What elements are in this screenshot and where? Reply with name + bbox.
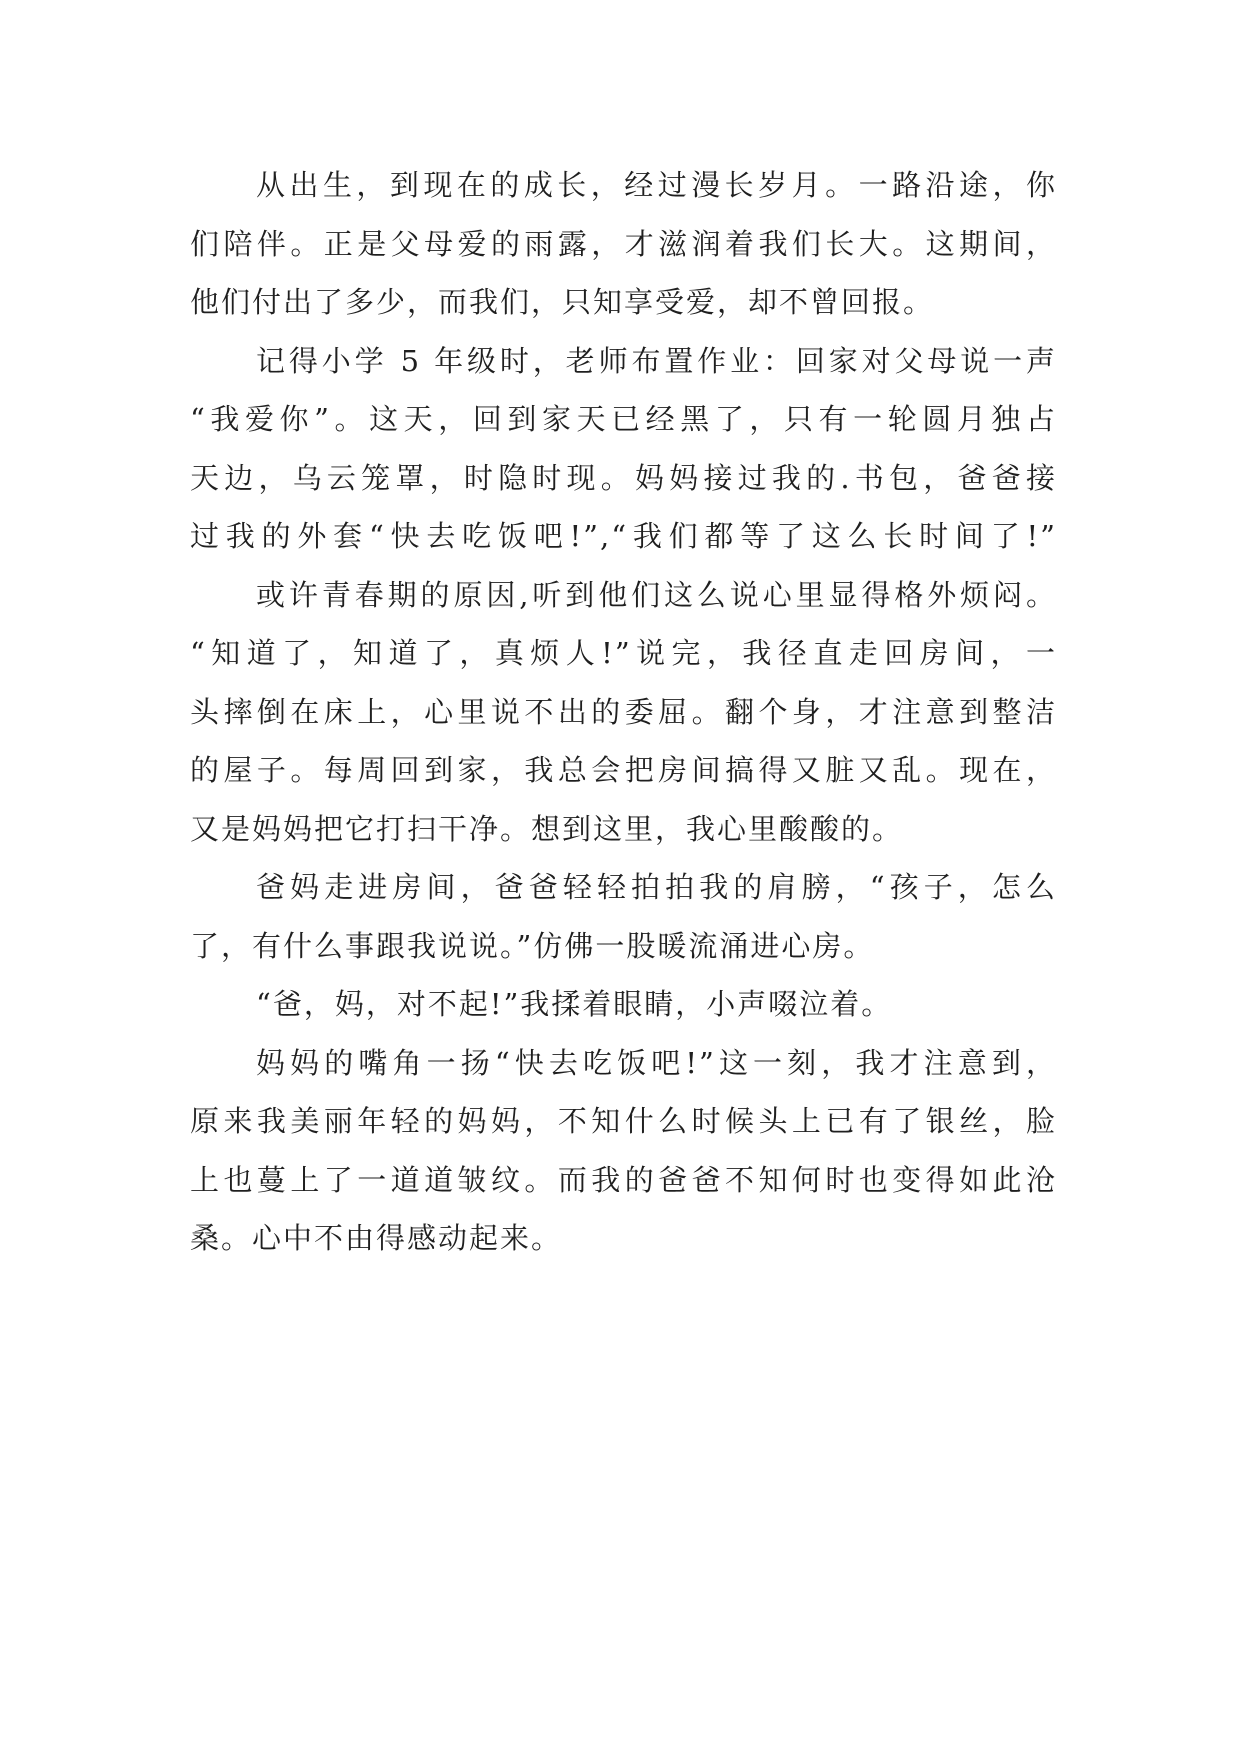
text-line: 天边，乌云笼罩，时隐时现。妈妈接过我的.书包，爸爸接 — [190, 460, 1057, 495]
paragraph — [190, 332, 1057, 566]
text-line: 爸妈走进房间，爸爸轻轻拍拍我的肩膀，“孩子，怎么 — [256, 870, 1057, 904]
text-line: 又是妈妈把它打扫干净。想到这里，我心里酸酸的。 — [190, 811, 904, 846]
text-line: 从出生，到现在的成长，经过漫长岁月。一路沿途，你 — [256, 168, 1057, 202]
text-line: 的屋子。每周回到家，我总会把房间搞得又脏又乱。现在， — [190, 753, 1057, 787]
document-body — [190, 156, 1057, 1268]
paragraph — [190, 975, 1057, 1034]
paragraph — [190, 1034, 1057, 1268]
text-line: 桑。心中不由得感动起来。 — [190, 1221, 563, 1255]
text-line: 了，有什么事跟我说说。”仿佛一股暖流涌进心房。 — [190, 928, 875, 963]
text-line: 上也蔓上了一道道皱纹。而我的爸爸不知何时也变得如此沧 — [190, 1162, 1057, 1197]
paragraph — [190, 156, 1057, 332]
paragraph — [190, 566, 1057, 859]
text-line: 或许青春期的原因,听到他们这么说心里显得格外烦闷。 — [256, 577, 1057, 612]
text-line: 记得小学 5 年级时，老师布置作业：回家对父母说一声 — [256, 343, 1057, 378]
text-line: 他们付出了多少，而我们，只知享受爱，却不曾回报。 — [190, 285, 935, 319]
paragraph — [190, 858, 1057, 975]
text-line: 妈妈的嘴角一扬“快去吃饭吧!”这一刻，我才注意到， — [256, 1045, 1057, 1080]
text-line: 头摔倒在床上，心里说不出的委屈。翻个身，才注意到整洁 — [190, 694, 1057, 729]
text-line: 原来我美丽年轻的妈妈，不知什么时候头上已有了银丝，脸 — [190, 1104, 1057, 1138]
text-line: 们陪伴。正是父母爱的雨露，才滋润着我们长大。这期间， — [190, 226, 1057, 261]
text-line: 过我的外套“快去吃饭吧!”,“我们都等了这么长时间了!” — [190, 519, 1057, 553]
text-line: “我爱你”。这天，回到家天已经黑了，只有一轮圆月独占 — [190, 402, 1057, 436]
text-line: “爸，妈，对不起!”我揉着眼睛，小声啜泣着。 — [256, 987, 893, 1021]
text-line: “知道了，知道了，真烦人!”说完，我径直走回房间，一 — [190, 636, 1057, 670]
